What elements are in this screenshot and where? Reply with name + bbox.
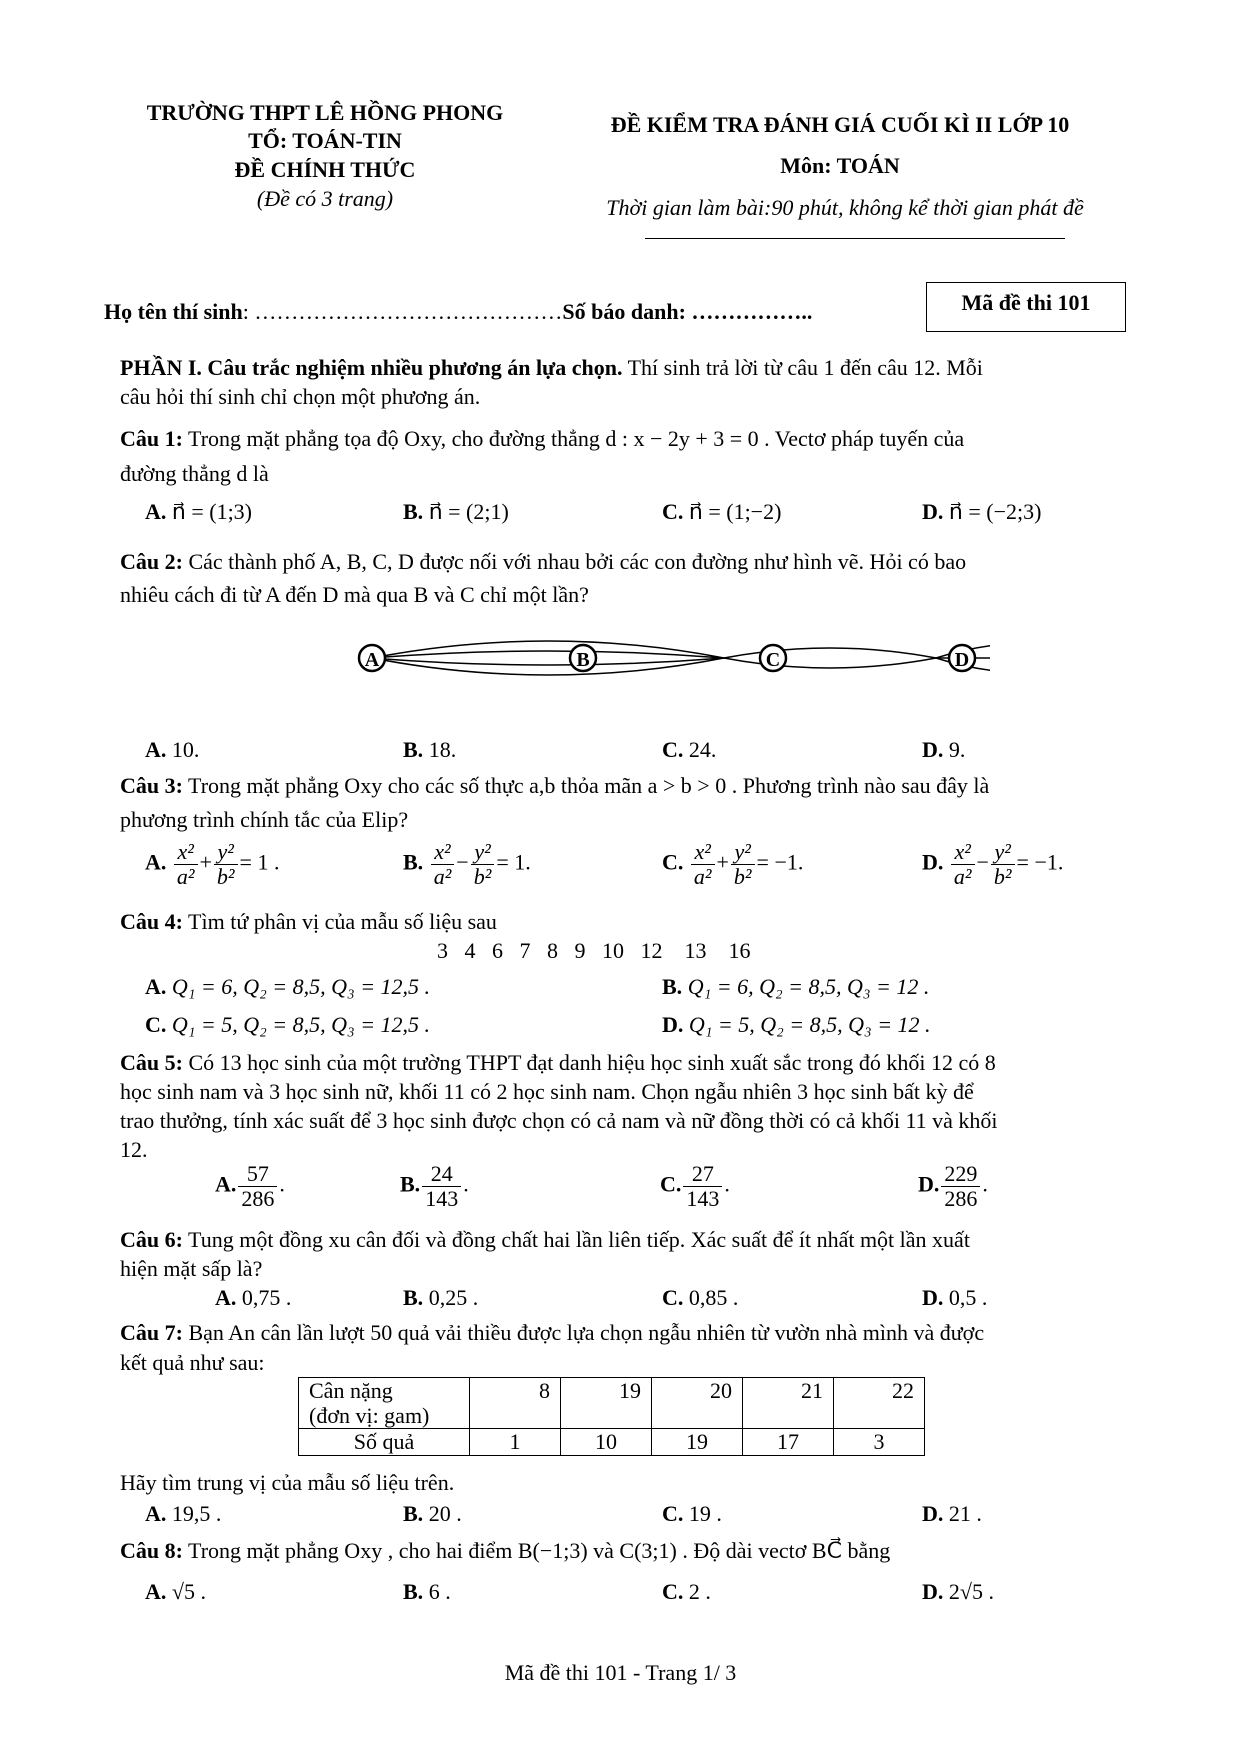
denominator: b²: [216, 864, 235, 889]
fraction-x2-a2: [691, 840, 715, 889]
school-name: TRƯỜNG THPT LÊ HỒNG PHONG: [146, 100, 504, 125]
option-key: B.: [403, 1579, 424, 1604]
q3-option-a[interactable]: [145, 840, 279, 889]
q4-option-b[interactable]: [662, 972, 929, 1002]
q6-option-d[interactable]: [922, 1283, 987, 1313]
table-row: [299, 1378, 925, 1429]
fraction-y2-b2: [214, 840, 238, 889]
q1-option-b[interactable]: [403, 497, 509, 527]
q7-text: [120, 1318, 1132, 1348]
rhs: = 1 .: [239, 849, 280, 875]
q1-option-a[interactable]: [145, 497, 252, 527]
numerator: 27: [683, 1162, 722, 1187]
q1-label: Câu 1:: [120, 426, 183, 451]
option-key: D.: [922, 1285, 944, 1310]
option-text: 10.: [166, 737, 200, 762]
option-key: A.: [145, 849, 167, 875]
q8-option-c[interactable]: [662, 1577, 711, 1607]
fraction-x2-a2: [174, 840, 198, 889]
subject: Môn: TOÁN: [780, 153, 900, 178]
numerator: y²: [731, 840, 755, 865]
option-text: 0,85 .: [683, 1285, 739, 1310]
page-count: (Đề có 3 trang): [256, 186, 394, 211]
q8-option-b[interactable]: [403, 1577, 451, 1607]
table-cell: 20: [652, 1378, 743, 1429]
numerator: 24: [422, 1162, 461, 1187]
option-text: n⃗ = (−2;3): [948, 499, 1042, 524]
option-text: 24.: [683, 737, 717, 762]
denominator: 286: [241, 1186, 275, 1211]
q7-option-b[interactable]: [403, 1499, 462, 1529]
option-key: C.: [662, 499, 684, 524]
rhs: = 1.: [496, 849, 531, 875]
city-b-label: B: [576, 649, 590, 671]
q4-option-d[interactable]: [662, 1010, 931, 1040]
table-cell: 8: [470, 1378, 561, 1429]
q3-text-2: phương trình chính tắc của Elip?: [120, 807, 409, 832]
q8-text: [120, 1536, 1132, 1566]
numerator: y²: [214, 840, 238, 865]
q2-stem: Các thành phố A, B, C, D được nối với nhau bởi các con đường như hình vẽ. Hỏi có bao: [182, 549, 967, 574]
operator: +: [716, 849, 729, 875]
q6-option-c[interactable]: [662, 1283, 738, 1313]
city-nodes: [350, 630, 990, 686]
q2-text-2: nhiêu cách đi từ A đến D mà qua B và C chỉ một lần?: [120, 582, 589, 607]
q1-text-2: đường thẳng d là: [120, 461, 269, 486]
operator: +: [199, 849, 212, 875]
option-text: Q₁ = 6, Q₂ = 8,5, Q₃ = 12 .: [687, 974, 930, 999]
option-key: A.: [215, 1171, 237, 1197]
option-text: 18.: [423, 737, 457, 762]
page-footer: Mã đề thi 101 - Trang 1/ 3: [504, 1660, 737, 1685]
numerator: x²: [951, 840, 975, 865]
option-key: C.: [145, 1012, 167, 1037]
q6-option-b[interactable]: [403, 1283, 478, 1313]
q6-text-2: hiện mặt sấp là?: [120, 1256, 263, 1281]
option-text: n⃗ = (2;1): [428, 499, 509, 524]
table-cell: 17: [743, 1429, 834, 1456]
exam-code-box: Mã đề thi 101: [926, 282, 1126, 332]
option-key: D.: [922, 499, 944, 524]
option-key: B.: [662, 974, 683, 999]
q4-data: 3 4 6 7 8 9 10 12 13 16: [437, 938, 751, 963]
q5-option-a[interactable]: A. $\frac{57}{286}$ .: [215, 1161, 285, 1211]
table-cell: 19: [652, 1429, 743, 1456]
option-text: 0,25 .: [423, 1285, 479, 1310]
q7-option-d[interactable]: [922, 1499, 982, 1529]
q3-option-d[interactable]: [922, 840, 1063, 889]
operator: −: [976, 849, 989, 875]
option-text: n⃗ = (1;−2): [688, 499, 782, 524]
denominator: b²: [993, 864, 1012, 889]
rhs: = −1.: [1016, 849, 1064, 875]
q2-option-c[interactable]: [662, 735, 716, 765]
q5-option-d[interactable]: D. $\frac{229}{286}$ .: [918, 1161, 988, 1211]
table-header-count: Số quả: [299, 1429, 470, 1456]
denominator: 143: [425, 1186, 459, 1211]
section1-heading: [120, 353, 1132, 383]
option-key: A.: [145, 1579, 167, 1604]
q7-option-c[interactable]: [662, 1499, 722, 1529]
q5-text-3: trao thưởng, tính xác suất để 3 học sinh được chọn có cả nam và nữ đồng thời có cả khối 11 và khối: [120, 1108, 998, 1133]
option-key: A.: [145, 737, 167, 762]
q4-option-c[interactable]: [145, 1010, 430, 1040]
operator: −: [456, 849, 469, 875]
fraction-y2-b2: [471, 840, 495, 889]
official-label: ĐỀ CHÍNH THỨC: [234, 157, 416, 182]
q5-text: [120, 1048, 1132, 1078]
q2-label: Câu 2:: [120, 549, 183, 574]
candidate-line: [104, 297, 812, 327]
q5-label: Câu 5:: [120, 1050, 183, 1075]
numerator: x²: [431, 840, 455, 865]
denominator: a²: [953, 864, 972, 889]
q4-option-a[interactable]: [145, 972, 430, 1002]
option-key: B.: [403, 499, 424, 524]
option-key: D.: [918, 1171, 940, 1197]
option-text: Q₁ = 5, Q₂ = 8,5, Q₃ = 12,5 .: [171, 1012, 431, 1037]
option-key: A.: [145, 974, 167, 999]
fraction: [422, 1162, 461, 1211]
header-rule: [645, 238, 1065, 239]
option-key: A.: [215, 1285, 237, 1310]
q2-option-b[interactable]: [403, 735, 456, 765]
table-cell: 22: [834, 1378, 925, 1429]
denominator: 286: [944, 1186, 978, 1211]
option-key: D.: [922, 849, 944, 875]
option-key: B.: [400, 1171, 421, 1197]
city-c-node: [760, 645, 786, 671]
q3-stem: Trong mặt phẳng Oxy cho các số thực a,b thỏa mãn a > b > 0 . Phương trình nào sau đây là: [182, 773, 990, 798]
q2-option-d[interactable]: [922, 735, 965, 765]
q7-stem: Bạn An cân lần lượt 50 quả vải thiều được lựa chọn ngẫu nhiên từ vườn nhà mình và được: [182, 1320, 985, 1345]
q1-option-d[interactable]: [922, 497, 1041, 527]
option-text: n⃗ = (1;3): [171, 499, 253, 524]
q7-text-2: kết quả như sau:: [120, 1350, 265, 1375]
table-cell: 10: [561, 1429, 652, 1456]
fraction: [941, 1162, 980, 1211]
option-text: 9.: [943, 737, 966, 762]
option-text: 19,5 .: [166, 1501, 222, 1526]
exam-title: ĐỀ KIỂM TRA ĐÁNH GIÁ CUỐI KÌ II LỚP 10: [610, 112, 1070, 137]
section1-title: PHẦN I. Câu trắc nghiệm nhiều phương án lựa chọn.: [120, 355, 623, 380]
q6-stem: Tung một đồng xu cân đối và đồng chất hai lần liên tiếp. Xác suất để ít nhất một lần xuất: [182, 1227, 970, 1252]
table-cell: 1: [470, 1429, 561, 1456]
header-line-2: (đơn vị: gam): [309, 1403, 430, 1428]
q3-option-c[interactable]: [662, 840, 803, 889]
city-a-label: A: [364, 649, 380, 671]
q8-stem: Trong mặt phẳng Oxy , cho hai điểm B(−1;3) và C(3;1) . Độ dài vectơ BC⃗ bằng: [182, 1538, 891, 1563]
option-key: B.: [403, 1285, 424, 1310]
table-cell: 3: [834, 1429, 925, 1456]
weight-table: [298, 1377, 925, 1456]
option-text: √5 .: [166, 1579, 206, 1604]
option-key: C.: [660, 1171, 682, 1197]
option-text: 19 .: [683, 1501, 722, 1526]
q6-text: [120, 1225, 1132, 1255]
q4-stem: Tìm tứ phân vị của mẫu số liệu sau: [182, 909, 497, 934]
option-key: A.: [145, 499, 167, 524]
q5-text-4: 12.: [120, 1137, 148, 1162]
option-text: Q₁ = 5, Q₂ = 8,5, Q₃ = 12 .: [688, 1012, 931, 1037]
q3-label: Câu 3:: [120, 773, 183, 798]
fraction: [683, 1162, 722, 1211]
numerator: x²: [174, 840, 198, 865]
q7-option-a[interactable]: [145, 1499, 221, 1529]
table-cell: 19: [561, 1378, 652, 1429]
denominator: 143: [686, 1186, 720, 1211]
q8-option-d[interactable]: [922, 1577, 994, 1607]
city-a-node: [359, 645, 385, 671]
table-header-weight: [299, 1378, 470, 1429]
q4-label: Câu 4:: [120, 909, 183, 934]
header-line-1: Cân nặng: [309, 1378, 393, 1403]
numerator: 57: [238, 1162, 277, 1187]
q8-label: Câu 8:: [120, 1538, 183, 1563]
option-key: B.: [403, 737, 424, 762]
option-text: 0,5 .: [943, 1285, 988, 1310]
denominator: a²: [176, 864, 195, 889]
option-key: D.: [922, 737, 944, 762]
fraction-x2-a2: [431, 840, 455, 889]
numerator: x²: [691, 840, 715, 865]
city-d-node: [949, 645, 975, 671]
name-dots: : ……………………………………: [242, 299, 563, 324]
q4-text: [120, 907, 1132, 937]
fraction-y2-b2: [731, 840, 755, 889]
option-text: 2√5 .: [943, 1579, 994, 1604]
q5-stem: Có 13 học sinh của một trường THPT đạt danh hiệu học sinh xuất sắc trong đó khối 12 có 8: [182, 1050, 996, 1075]
denominator: b²: [473, 864, 492, 889]
option-key: C.: [662, 1501, 684, 1526]
q1-text: [120, 424, 1132, 454]
q3-text: [120, 771, 1132, 801]
q6-option-a[interactable]: [215, 1283, 291, 1313]
option-key: C.: [662, 1285, 684, 1310]
q1-option-c[interactable]: [662, 497, 781, 527]
option-key: D.: [922, 1579, 944, 1604]
option-text: 21 .: [943, 1501, 982, 1526]
q1-stem: Trong mặt phẳng tọa độ Oxy, cho đường thẳng d : x − 2y + 3 = 0 . Vectơ pháp tuyến của: [182, 426, 965, 451]
fraction-y2-b2: [991, 840, 1015, 889]
name-label: Họ tên thí sinh: [104, 299, 243, 324]
table-row: [299, 1429, 925, 1456]
q5-text-2: học sinh nam và 3 học sinh nữ, khối 11 có 2 học sinh nam. Chọn ngẫu nhiên 3 học sinh bất kỳ để: [120, 1079, 974, 1104]
option-key: D.: [922, 1501, 944, 1526]
sbd-label: Số báo danh: ……………..: [562, 299, 813, 324]
numerator: y²: [991, 840, 1015, 865]
numerator: y²: [471, 840, 495, 865]
option-key: B.: [403, 849, 424, 875]
numerator: 229: [941, 1162, 980, 1187]
table-cell: 21: [743, 1378, 834, 1429]
q7-label: Câu 7:: [120, 1320, 183, 1345]
option-text: 6 .: [423, 1579, 451, 1604]
exam-time: Thời gian làm bài:90 phút, không kể thời gian phát đề: [606, 195, 1084, 220]
denominator: b²: [733, 864, 752, 889]
city-b-node: [570, 645, 596, 671]
option-text: 2 .: [683, 1579, 711, 1604]
option-text: 20 .: [423, 1501, 462, 1526]
q2-option-a[interactable]: [145, 735, 199, 765]
section1-desc: Thí sinh trả lời từ câu 1 đến câu 12. Mỗi: [622, 355, 983, 380]
q5-option-c[interactable]: C. $\frac{27}{143}$ .: [660, 1161, 730, 1211]
fraction-x2-a2: [951, 840, 975, 889]
option-key: A.: [145, 1501, 167, 1526]
option-text: 0,75 .: [236, 1285, 292, 1310]
city-d-label: D: [954, 649, 970, 671]
option-key: C.: [662, 1579, 684, 1604]
city-c-label: C: [765, 649, 781, 671]
q8-option-a[interactable]: [145, 1577, 206, 1607]
department: TỔ: TOÁN-TIN: [248, 128, 402, 153]
option-text: Q₁ = 6, Q₂ = 8,5, Q₃ = 12,5 .: [171, 974, 431, 999]
fraction: [238, 1162, 277, 1211]
option-key: C.: [662, 849, 684, 875]
option-key: B.: [403, 1501, 424, 1526]
q6-label: Câu 6:: [120, 1227, 183, 1252]
option-key: C.: [662, 737, 684, 762]
q7-text-3: Hãy tìm trung vị của mẫu số liệu trên.: [120, 1470, 455, 1495]
q5-option-b[interactable]: B. $\frac{24}{143}$ .: [400, 1161, 469, 1211]
denominator: a²: [693, 864, 712, 889]
option-key: D.: [662, 1012, 684, 1037]
rhs: = −1.: [756, 849, 804, 875]
q2-text: [120, 547, 1132, 577]
denominator: a²: [433, 864, 452, 889]
section1-desc-2: câu hỏi thí sinh chỉ chọn một phương án.: [120, 384, 481, 409]
q3-option-b[interactable]: [403, 840, 531, 889]
